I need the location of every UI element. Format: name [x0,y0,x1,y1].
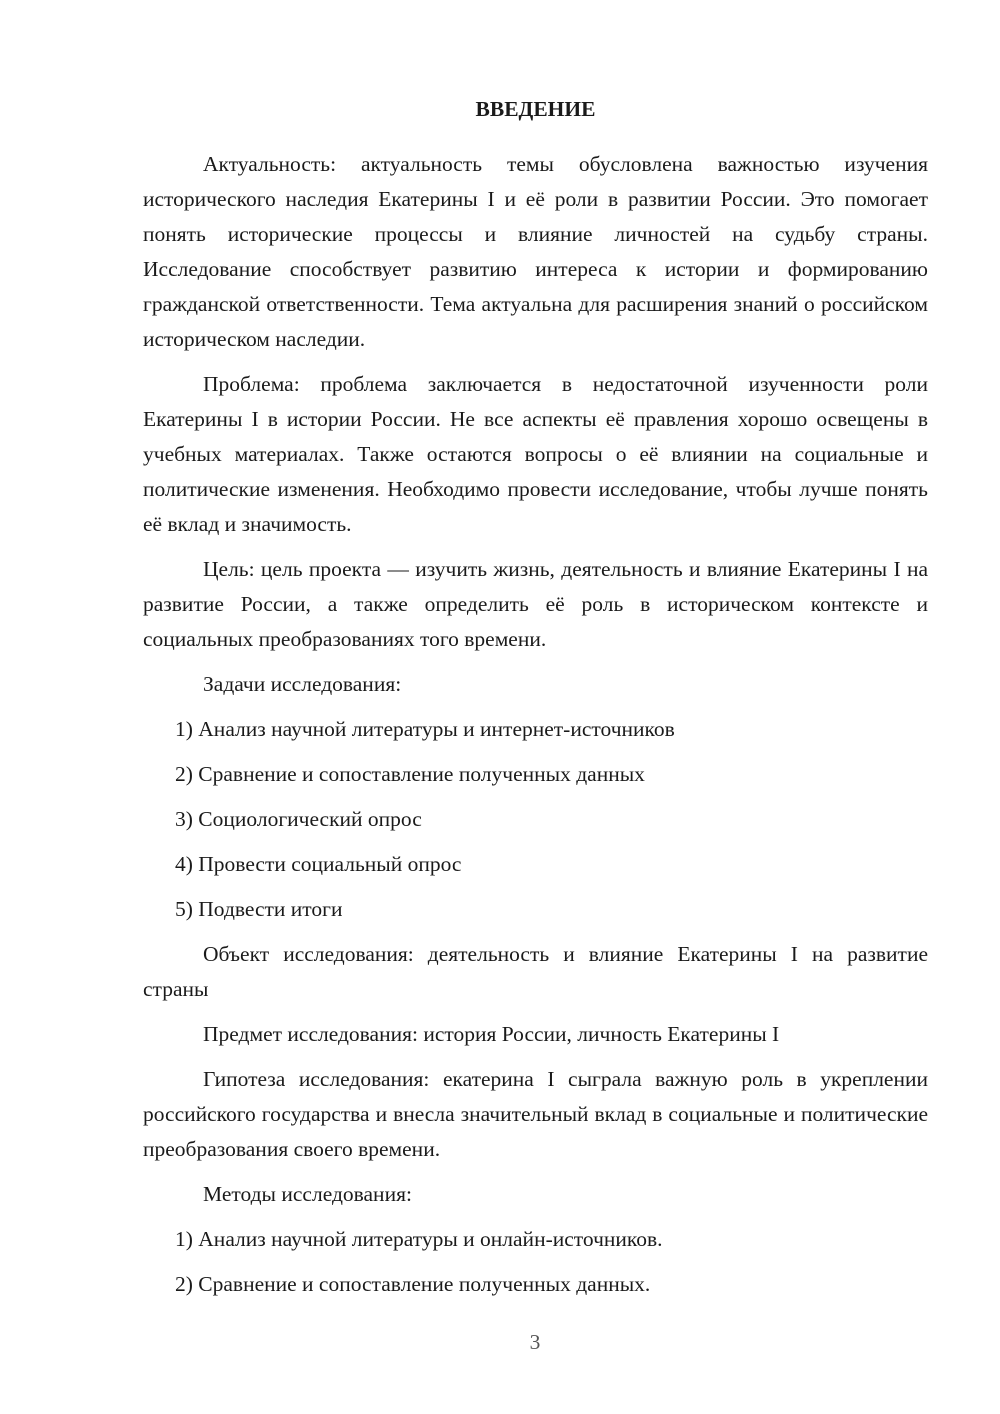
section-title: ВВЕДЕНИЕ [475,97,596,121]
methods-label: Методы исследования: [203,1182,412,1206]
paragraph-hypothesis: Гипотеза исследования: екатерина I сыграла важную роль в укреплении российского государства и внесла значительный вклад в социальные и политические преобразования своего времени. [143,1067,928,1161]
task-item: 4) Провести социальный опрос [175,852,462,876]
paragraph-problem: Проблема: проблема заключается в недостаточной изученности роли Екатерины I в истории России. Не все аспекты её правления хорошо освещены в учебных материалах. Также остаются вопросы о её влиянии на социальные и политические изменения. Необходимо провести исследование, чтобы лучше понять её вклад и значимость. [143,372,928,536]
tasks-label: Задачи исследования: [203,672,402,696]
task-item: 2) Сравнение и сопоставление полученных данных [175,762,645,786]
method-item: 1) Анализ научной литературы и онлайн-источников. [175,1227,663,1251]
method-item: 2) Сравнение и сопоставление полученных данных. [175,1272,651,1296]
document-page [143,92,928,1312]
paragraph-subject: Предмет исследования: история России, личность Екатерины I [203,1022,780,1046]
paragraph-goal: Цель: цель проекта — изучить жизнь, деятельность и влияние Екатерины I на развитие России, а также определить её роль в историческом контексте и социальных преобразованиях того времени. [143,557,928,651]
task-item: 1) Анализ научной литературы и интернет-источников [175,717,675,741]
paragraph-relevance: Актуальность: актуальность темы обусловлена важностью изучения исторического наследия Екатерины I и её роли в развитии России. Это помогает понять исторические процессы и влияние личностей на судьбу страны. Исследование способствует развитию интереса к истории и формированию гражданской ответственности. Тема актуальна для расширения знаний о российском историческом наследии. [143,152,928,351]
task-item: 3) Социологический опрос [175,807,422,831]
task-item: 5) Подвести итоги [175,897,343,921]
paragraph-object: Объект исследования: деятельность и влияние Екатерины I на развитие страны [143,942,928,1001]
page-number: 3 [529,1330,541,1354]
